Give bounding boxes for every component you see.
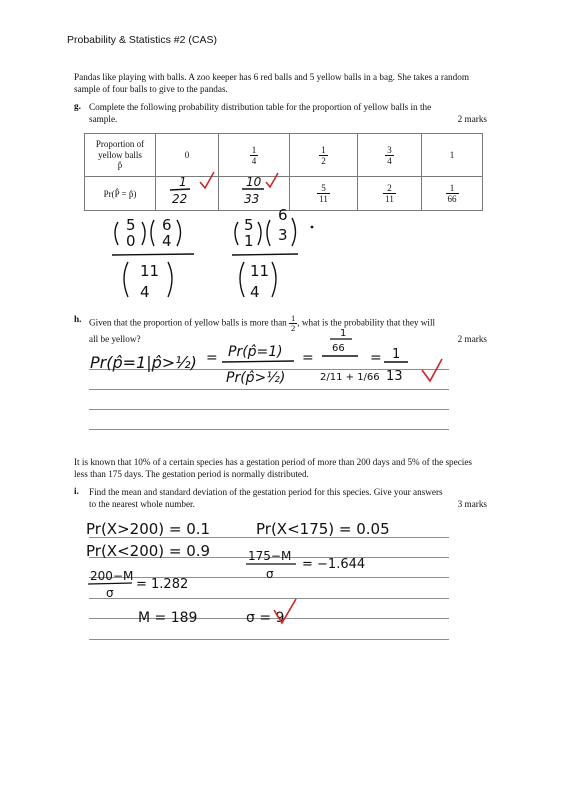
hw-h-ans-num: 1	[392, 347, 401, 362]
question-g-text-1: Complete the following probability distribution table for the proportion of yellow balls in the	[89, 102, 432, 112]
hw-i-m: M = 189	[138, 610, 198, 626]
question-h-label: h.	[74, 314, 82, 324]
hw-h-eq1: =	[206, 350, 218, 366]
hw-h-d1: 66	[332, 343, 345, 354]
hw-h-n1: 1	[340, 328, 347, 339]
hw-work-a-mid1: 0	[126, 232, 136, 250]
table-header-line-1: Proportion of	[95, 139, 145, 150]
question-g-marks: 2 marks	[457, 114, 487, 124]
question-h-text-2: all be yellow?	[89, 334, 141, 344]
pr-num-3: 2	[383, 183, 396, 194]
hw-i-a3-den: σ	[106, 586, 114, 600]
hw-work-b-k: 4	[250, 283, 260, 301]
hw-h-eq3: =	[370, 350, 382, 366]
hw-i-b1: Pr(X<175) = 0.05	[256, 520, 390, 538]
hw-h-dn: 2/11 + 1/66	[320, 372, 380, 383]
hw-work-b-mid1: 1	[244, 232, 254, 250]
question-h-text-1a: Given that the proportion of yellow balls is more than	[89, 317, 287, 328]
question-h-frac-den: 2	[291, 323, 296, 333]
hw-h-lhs: Pr(p̂=1|p̂>½)	[90, 353, 197, 372]
hw-work-a-mid2: 6	[162, 216, 172, 234]
question-g-label: g.	[74, 101, 81, 111]
question-h-marks: 2 marks	[457, 334, 487, 344]
question-h-text-1b: , what is the probability that they will	[297, 317, 436, 328]
hw-h-bot: Pr(p̂>½)	[226, 370, 286, 386]
page-header: Probability & Statistics #2 (CAS)	[67, 34, 217, 46]
question-i-marks: 3 marks	[457, 499, 487, 509]
table-header-symbol: p̂	[117, 160, 123, 171]
hw-i-a3-num: 200−M	[90, 569, 134, 583]
hw-work-b-mid2: 6	[278, 206, 288, 224]
intro-line-1: Pandas like playing with balls. A zoo keeper has 6 red balls and 5 yellow balls in a bag. She takes a random	[74, 72, 469, 82]
hw-i-a3-val: = 1.282	[136, 577, 189, 592]
question-i-label: i.	[74, 486, 79, 496]
question-i-text-1: Find the mean and standard deviation of the gestation period for this species. Give your answers	[89, 487, 443, 497]
intro-line-2: sample of four balls to give to the pandas.	[74, 84, 228, 94]
hw-i-b2-den: σ	[266, 567, 274, 581]
hw-work-b-n: 11	[250, 262, 270, 280]
context-line-2: less than 175 days. The gestation period is normally distributed.	[74, 469, 309, 479]
hw-work-a-low: 4	[162, 232, 172, 250]
hw-work-a-k: 4	[140, 283, 150, 301]
context-line-1: It is known that 10% of a certain species has a gestation period of more than 200 days and 5% of the species	[74, 457, 473, 467]
table-row2-label: Pr(P̂ = p̂)	[85, 177, 156, 211]
question-g-text-2: sample.	[89, 114, 118, 124]
hw-i-s: σ = 9	[246, 610, 285, 626]
p-num-2: 1	[321, 144, 326, 155]
hw-work-b-low: 3	[278, 226, 288, 244]
pr-den-2: 11	[319, 194, 328, 204]
p-num-1: 1	[251, 144, 257, 155]
p-den-1: 4	[251, 155, 257, 166]
pr-num-4: 1	[446, 183, 459, 194]
hw-i-a1: Pr(X>200) = 0.1	[86, 520, 211, 538]
p-den-3: 4	[387, 155, 392, 166]
table-header-line-2: yellow balls	[98, 149, 142, 160]
hw-work-a-n: 11	[140, 262, 160, 280]
pr-num-2: 5	[317, 183, 330, 194]
hw-i-b2-val: = −1.644	[302, 557, 366, 572]
hw-i-a2: Pr(X<200) = 0.9	[86, 542, 211, 560]
hw-i-b2-num: 175−M	[248, 549, 292, 563]
question-i-text-2: to the nearest whole number.	[89, 499, 195, 509]
hw-h-top: Pr(p̂=1)	[228, 344, 283, 360]
p-value-0: 0	[184, 150, 190, 160]
hw-work-b-top: 5	[244, 216, 254, 234]
p-den-2: 2	[321, 155, 326, 166]
pr-den-4: 66	[447, 194, 457, 204]
hw-ans1-den: 22	[172, 192, 188, 206]
p-num-3: 3	[387, 144, 392, 155]
hw-i-bar	[88, 583, 132, 584]
hw-h-ans-den: 13	[386, 369, 403, 384]
hw-work-a-top: 5	[126, 216, 136, 234]
p-value-4: 1	[449, 150, 455, 160]
hw-ans2-num: 10	[246, 175, 262, 189]
hw-h-eq2: =	[302, 350, 314, 366]
pr-den-3: 11	[385, 194, 394, 204]
question-h-frac-num: 1	[291, 313, 296, 323]
hw-ans2-den: 33	[244, 192, 260, 206]
hw-ans1-num: 1	[179, 175, 187, 189]
